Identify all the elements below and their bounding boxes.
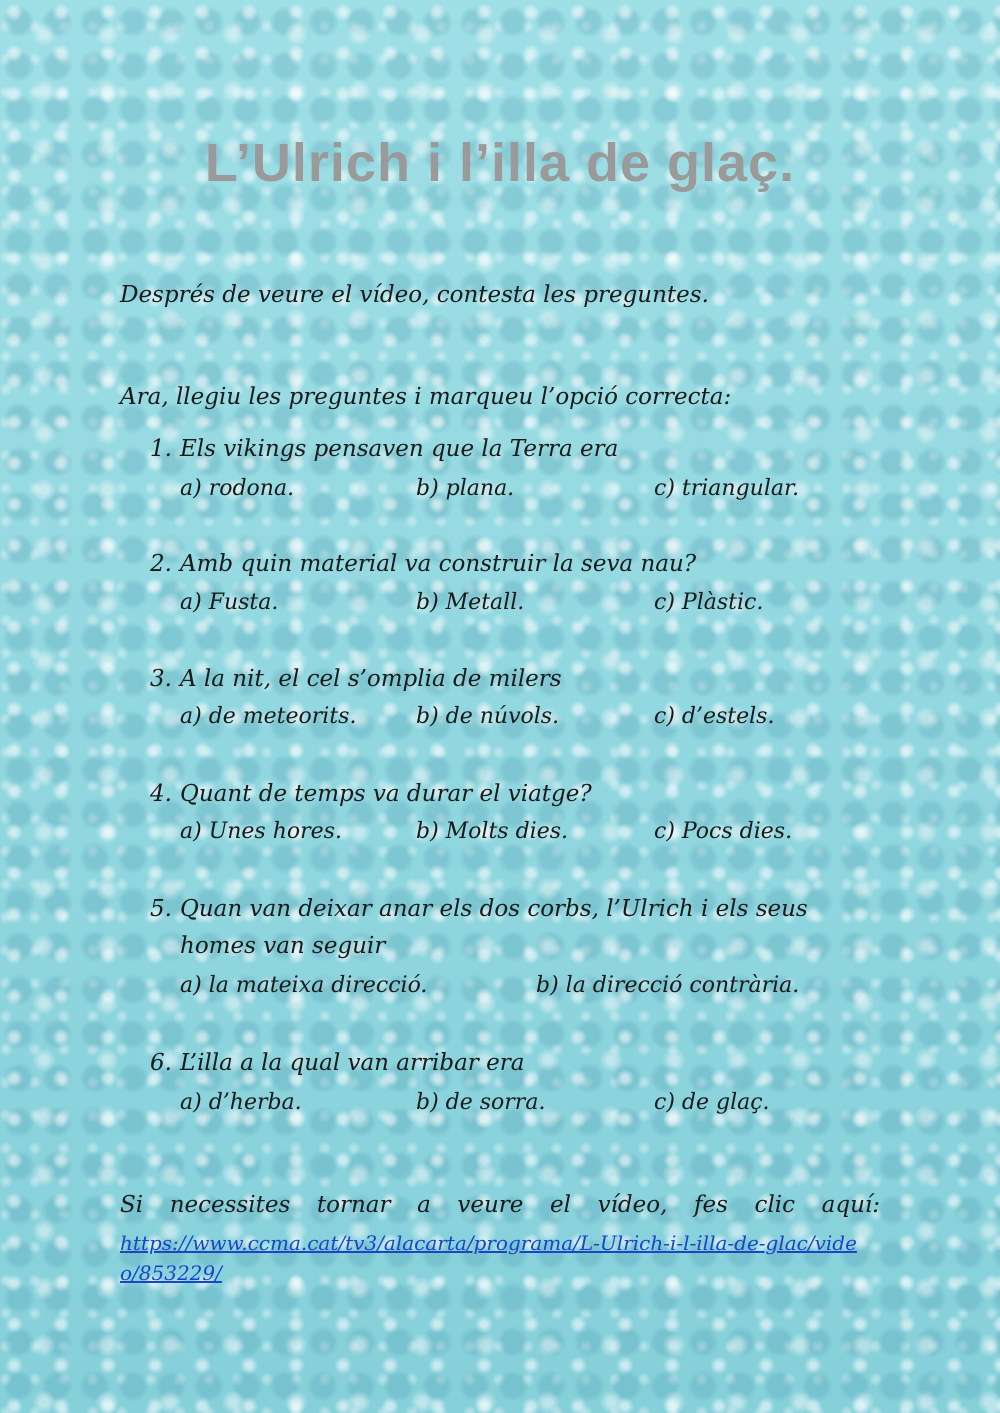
question-4-option-c[interactable]: c) Pocs dies. — [654, 819, 793, 844]
question-4-text: Quant de temps va durar el viatge? — [180, 781, 592, 807]
question-2: 2. Amb quin material va construir la seva nau? — [150, 551, 697, 577]
question-5-option-a[interactable]: a) la mateixa direcció. — [180, 973, 428, 998]
question-3: 3. A la nit, el cel s’omplia de milers — [150, 666, 562, 692]
page-title: L’Ulrich i l’illa de glaç. — [204, 133, 796, 193]
question-3-option-a[interactable]: a) de meteorits. — [180, 704, 357, 729]
question-1-option-b[interactable]: b) plana. — [416, 476, 515, 501]
question-1-option-a[interactable]: a) rodona. — [180, 476, 295, 501]
question-4-option-b[interactable]: b) Molts dies. — [416, 819, 569, 844]
question-2-text: Amb quin material va construir la seva nau? — [180, 551, 697, 577]
question-6: 6. L’illa a la qual van arribar era — [150, 1050, 525, 1076]
question-4-option-a[interactable]: a) Unes hores. — [180, 819, 342, 844]
question-3-option-c[interactable]: c) d’estels. — [654, 704, 775, 729]
question-3-option-b[interactable]: b) de núvols. — [416, 704, 560, 729]
instruction-text: Ara, llegiu les preguntes i marqueu l’opció correcta: — [120, 384, 732, 410]
question-6-text: L’illa a la qual van arribar era — [180, 1050, 525, 1076]
question-2-option-a[interactable]: a) Fusta. — [180, 590, 279, 615]
question-1-option-c[interactable]: c) triangular. — [654, 476, 800, 501]
question-1: 1. Els vikings pensaven que la Terra era — [150, 436, 619, 462]
question-5-text-line-2: homes van seguir — [180, 933, 386, 959]
rewatch-video-text: Si necessites tornar a veure el vídeo, fes clic aquí: — [120, 1192, 880, 1218]
question-6-option-a[interactable]: a) d’herba. — [180, 1090, 302, 1115]
question-6-option-b[interactable]: b) de sorra. — [416, 1090, 546, 1115]
question-5-option-b[interactable]: b) la direcció contrària. — [536, 973, 800, 998]
intro-text: Després de veure el vídeo, contesta les preguntes. — [120, 282, 709, 308]
question-5: 5. Quan van deixar anar els dos corbs, l’Ulrich i els seus — [150, 896, 808, 922]
question-6-option-c[interactable]: c) de glaç. — [654, 1090, 770, 1115]
question-4: 4. Quant de temps va durar el viatge? — [150, 781, 592, 807]
question-5-text: Quan van deixar anar els dos corbs, l’Ulrich i els seus — [180, 896, 808, 922]
video-link[interactable]: https://www.ccma.cat/tv3/alacarta/programa/L-Ulrich-i-l-illa-de-glac/video/853229/ — [120, 1231, 857, 1285]
question-2-option-c[interactable]: c) Plàstic. — [654, 590, 764, 615]
question-2-option-b[interactable]: b) Metall. — [416, 590, 525, 615]
question-3-text: A la nit, el cel s’omplia de milers — [180, 666, 562, 692]
question-1-text: Els vikings pensaven que la Terra era — [180, 436, 619, 462]
